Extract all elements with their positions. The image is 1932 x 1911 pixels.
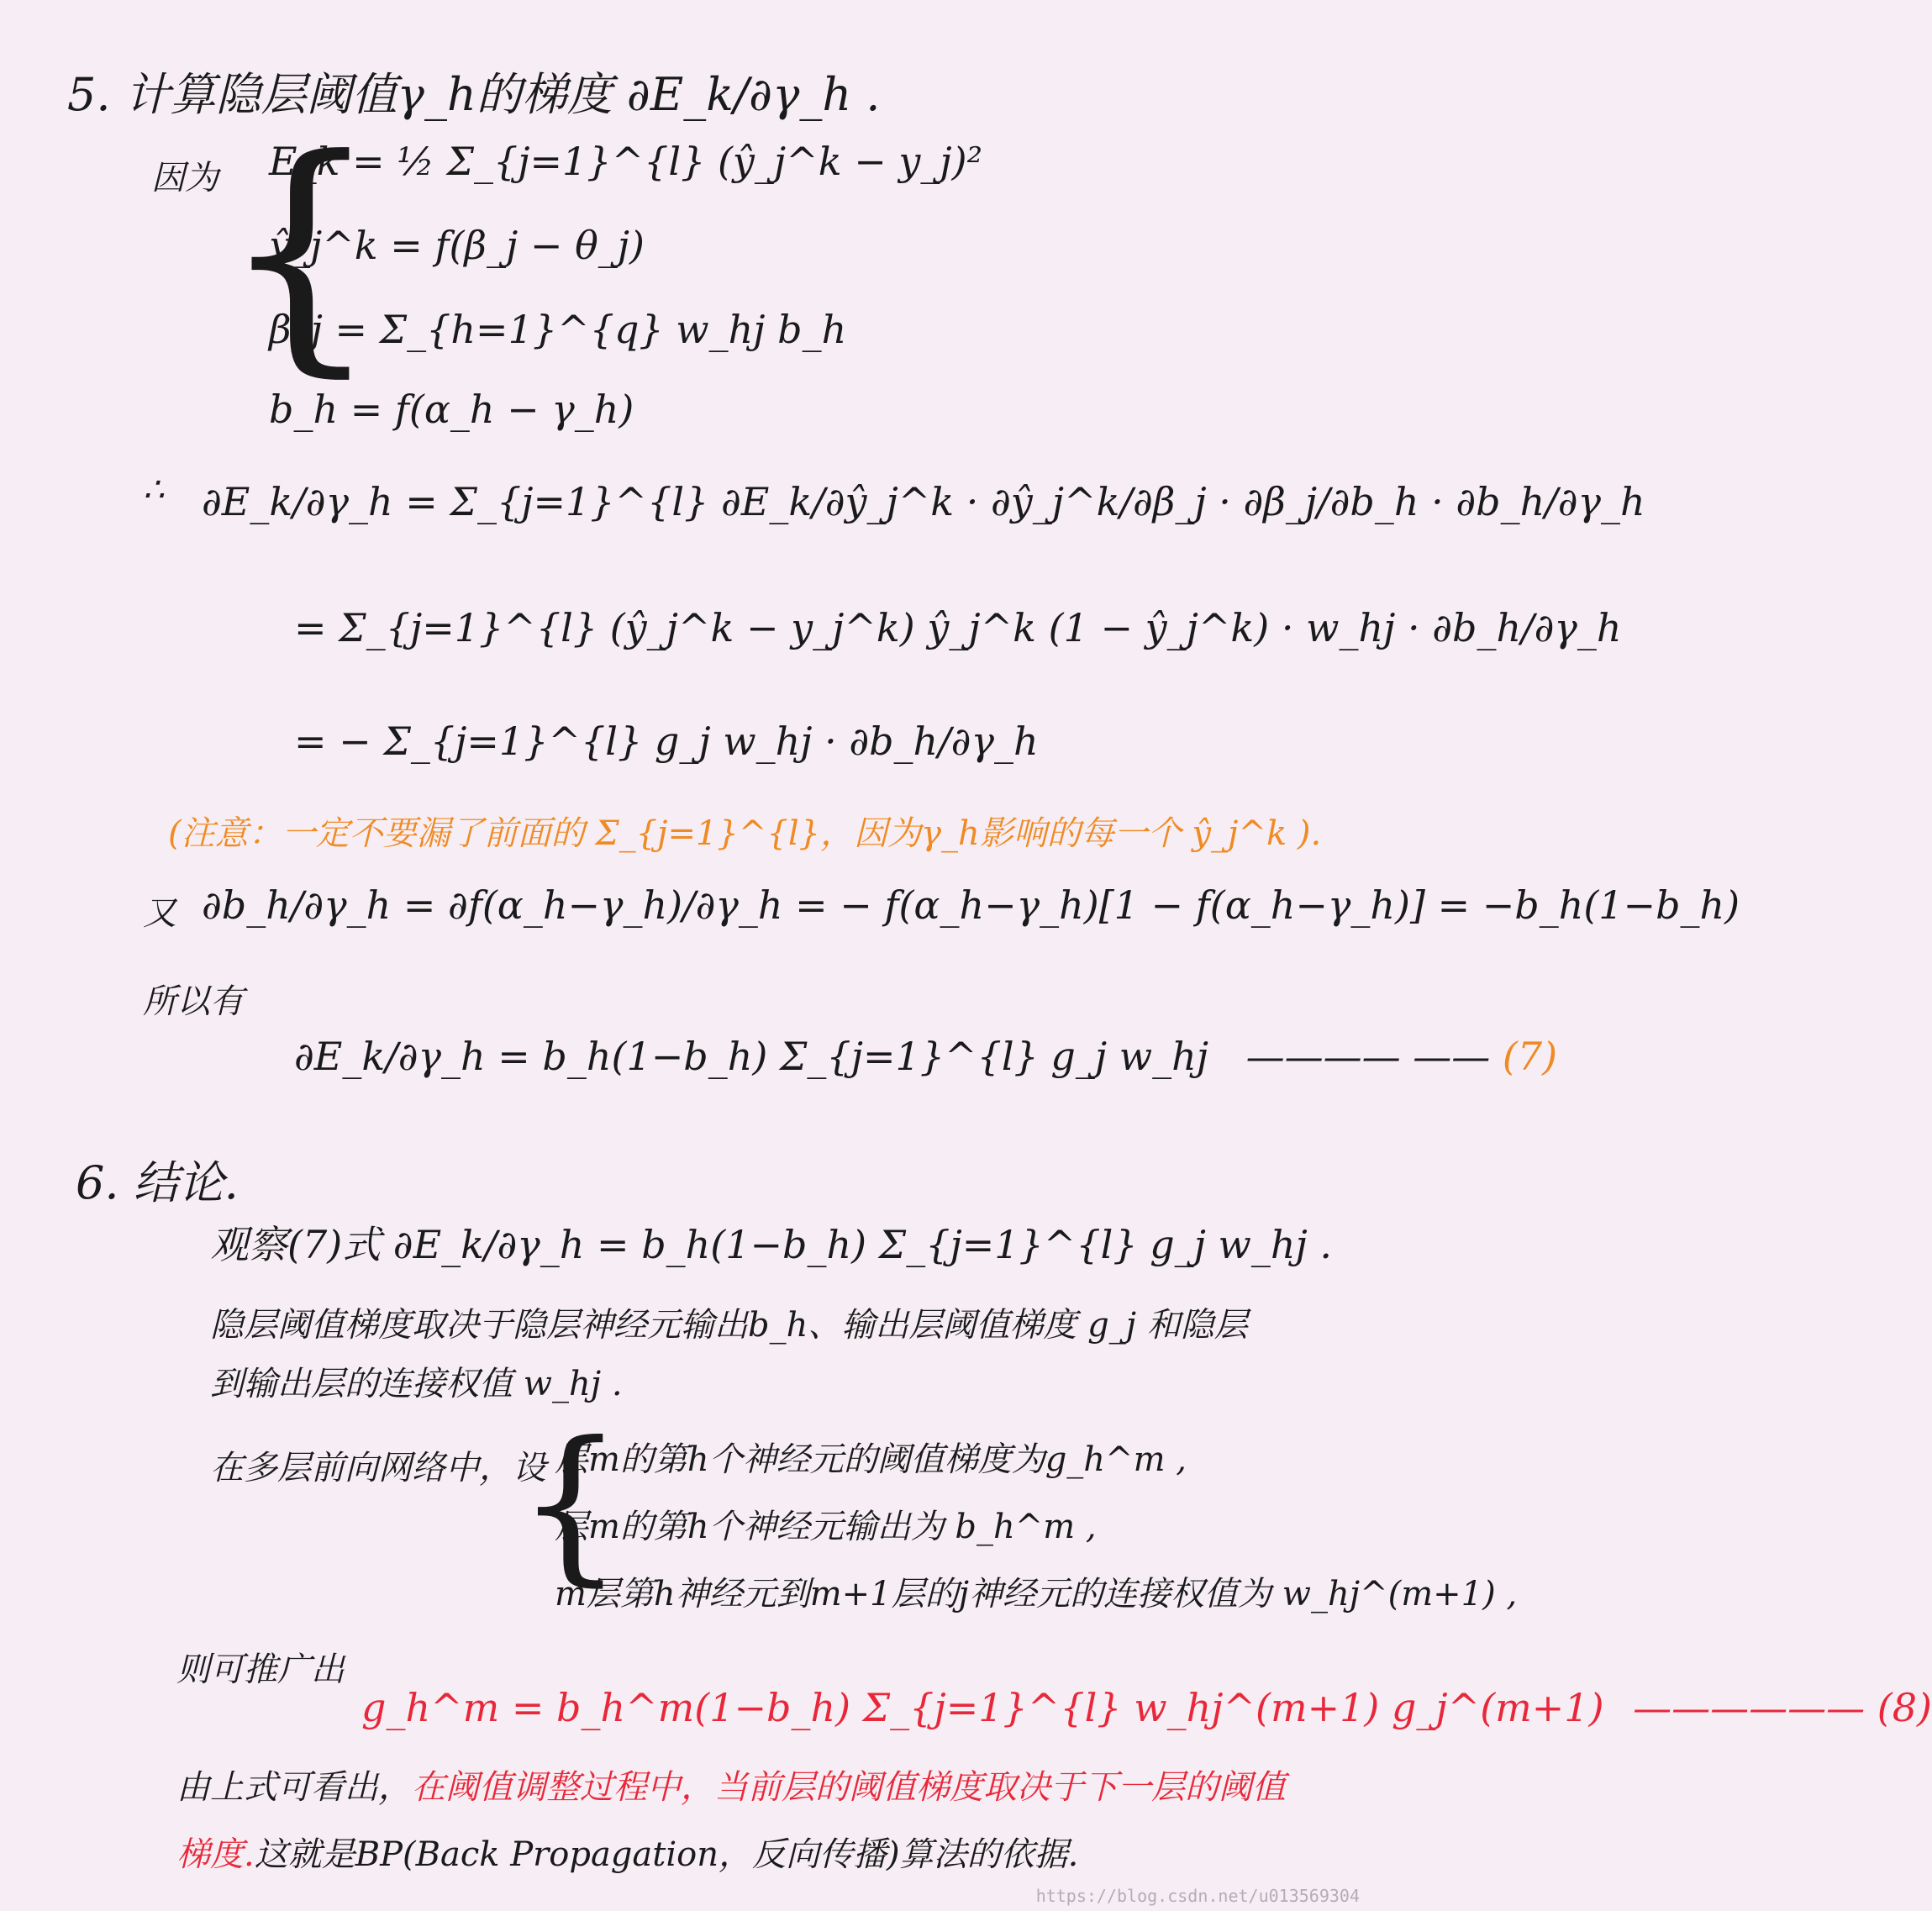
def-brace: { [517, 1406, 624, 1602]
conclusion-final-line2: 梯度.这就是BP(Back Propagation，反向传播)算法的依据. [176, 1835, 1079, 1874]
result-eq8: g_h^m = b_h^m(1−b_h) Σ_{j=1}^{l} w_hj^(m+1) g_j^(m+1) —————— (8) [361, 1685, 1932, 1730]
dash-line: ———— —— [1245, 1034, 1491, 1079]
eq-b: b_h = f(α_h − γ_h) [269, 387, 634, 432]
deriv-chain-rule: ∂E_k/∂γ_h = Σ_{j=1}^{l} ∂E_k/∂ŷ_j^k · ∂ŷ_j^k/∂β_j · ∂β_j/∂b_h · ∂b_h/∂γ_h [202, 479, 1645, 524]
so-label: 所以有 [143, 982, 244, 1021]
eq-error: E_k = ½ Σ_{j=1}^{l} (ŷ_j^k − y_j)² [269, 139, 983, 184]
conclusion-line2: 到输出层的连接权值 w_hj . [210, 1365, 623, 1403]
observe-line: 观察(7)式 ∂E_k/∂γ_h = b_h(1−b_h) Σ_{j=1}^{l} g_j w_hj . [210, 1222, 1333, 1267]
def-output: 层m的第h个神经元输出为 b_h^m , [555, 1508, 1097, 1546]
def-weight: m层第h神经元到m+1层的j神经元的连接权值为 w_hj^(m+1) , [555, 1575, 1518, 1614]
therefore-label: ∴ [143, 471, 165, 509]
deriv-b-gamma: ∂b_h/∂γ_h = ∂f(α_h−γ_h)/∂γ_h = − f(α_h−γ_h)[1 − f(α_h−γ_h)] = −b_h(1−b_h) [202, 882, 1740, 928]
infer-label: 则可推广出 [176, 1650, 345, 1689]
result-eq7: ∂E_k/∂γ_h = b_h(1−b_h) Σ_{j=1}^{l} g_j w_hj ———— —— (7) [294, 1034, 1558, 1079]
section5-title: 5. 计算隐层阈值γ_h的梯度 ∂E_k/∂γ_h . [67, 68, 881, 121]
eq8-tag: (8) [1877, 1685, 1932, 1730]
multilayer-label: 在多层前向网络中，设 [210, 1449, 546, 1487]
because-label: 因为 [151, 159, 218, 197]
def-threshold-gradient: 层m的第h个神经元的阈值梯度为g_h^m , [555, 1440, 1187, 1479]
eq-output: ŷ_j^k = f(β_j − θ_j) [269, 223, 645, 268]
section6-title: 6. 结论. [76, 1156, 239, 1209]
dash-line-8: —————— [1633, 1685, 1866, 1730]
watermark-url: https://blog.csdn.net/u013569304 [1035, 1886, 1360, 1906]
left-brace: { [220, 105, 381, 398]
conclusion-final-line1: 由上式可看出，在阈值调整过程中，当前层的阈值梯度取决于下一层的阈值 [176, 1768, 1286, 1807]
note-orange: (注意：一定不要漏了前面的 Σ_{j=1}^{l}，因为γ_h影响的每一个 ŷ_j^k ). [168, 814, 1322, 853]
eq7-tag: (7) [1502, 1034, 1558, 1079]
deriv-expand: = Σ_{j=1}^{l} (ŷ_j^k − y_j^k) ŷ_j^k (1 − ŷ_j^k) · w_hj · ∂b_h/∂γ_h [294, 605, 1622, 650]
conclusion-line1: 隐层阈值梯度取决于隐层神经元输出b_h、输出层阈值梯度 g_j 和隐层 [210, 1306, 1248, 1345]
deriv-simplify: = − Σ_{j=1}^{l} g_j w_hj · ∂b_h/∂γ_h [294, 719, 1039, 764]
eq-beta: β_j = Σ_{h=1}^{q} w_hj b_h [269, 307, 847, 352]
also-label: 又 [143, 894, 176, 933]
